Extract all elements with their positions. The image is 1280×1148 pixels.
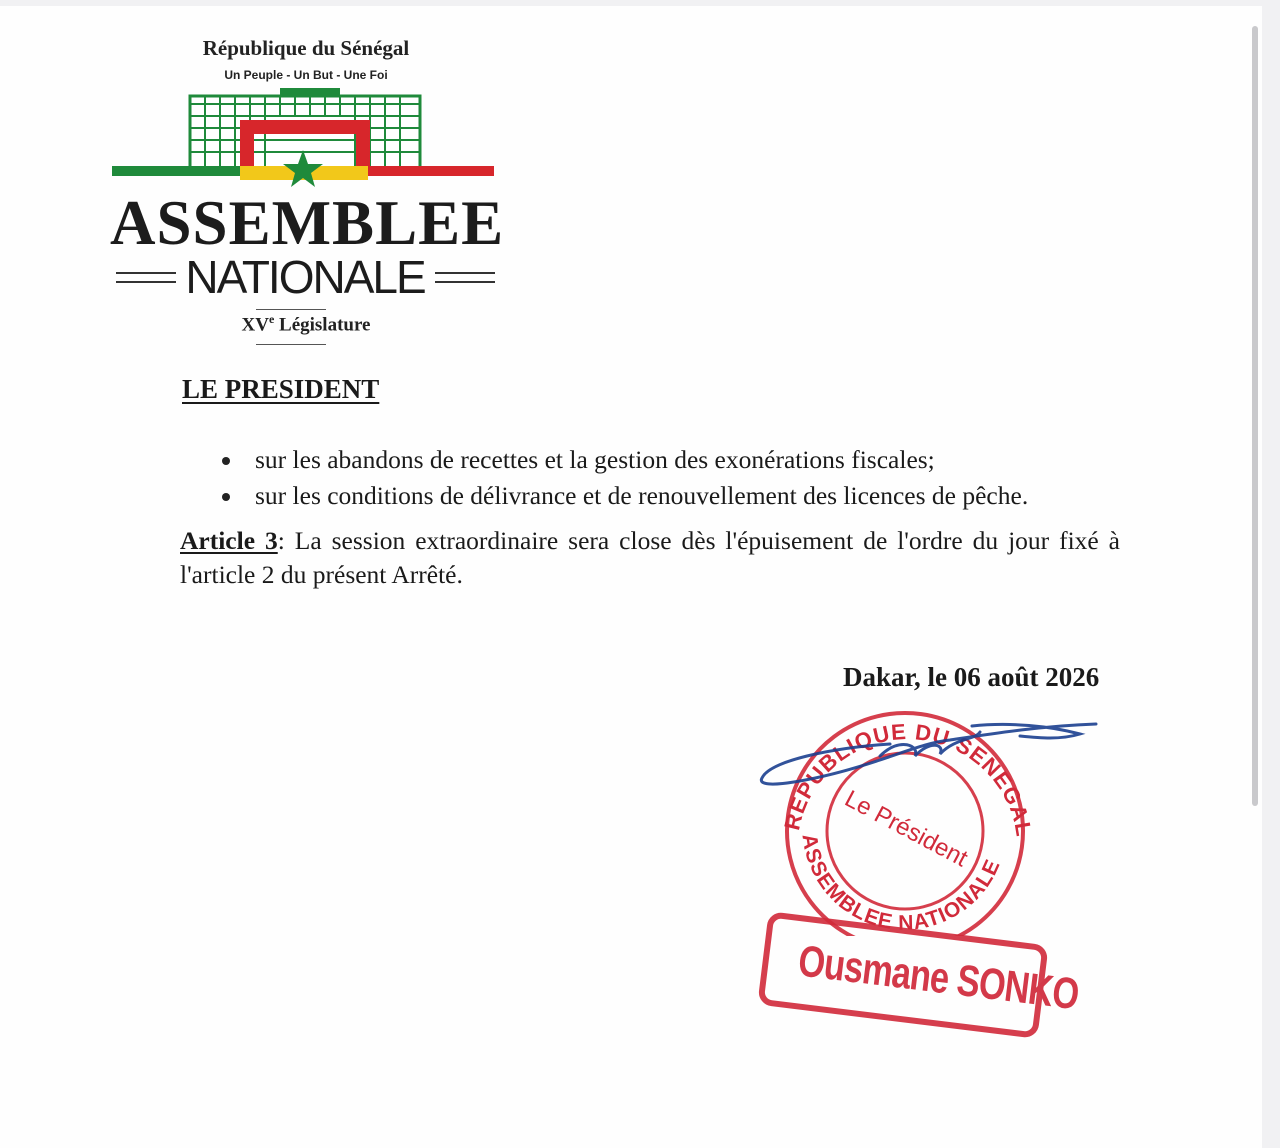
institution-name-line2-row bbox=[110, 252, 502, 304]
document-page bbox=[0, 6, 1262, 1148]
legislature-label: XVe Législature bbox=[241, 312, 371, 336]
decorative-rule bbox=[435, 272, 495, 283]
bullet-icon bbox=[222, 493, 230, 501]
official-seal bbox=[740, 696, 1120, 936]
article-3-paragraph bbox=[180, 524, 1120, 592]
national-motto: Un Peuple - Un But - Une Foi bbox=[224, 68, 388, 82]
signatory-title: LE PRESIDENT bbox=[182, 374, 380, 404]
article-label: Article 3 bbox=[180, 526, 278, 555]
seal-ring-top-text: REPUBLIQUE DU SENEGAL bbox=[779, 718, 1037, 839]
divider bbox=[256, 344, 326, 345]
article-text: : La session extraordinaire sera close dès l'épuisement de l'ordre du jour fixé à l'article 2 du présent Arrêté. bbox=[180, 526, 1121, 589]
seal-center-text: Le Président bbox=[840, 785, 973, 873]
institution-name-line2: NATIONALE bbox=[185, 251, 425, 303]
list-item: sur les abandons de recettes et la gestion des exonérations fiscales; bbox=[212, 442, 1132, 478]
parliament-building-icon bbox=[110, 86, 502, 190]
signatory-name: Ousmane SONKO bbox=[795, 936, 1082, 1020]
republic-name: République du Sénégal bbox=[202, 36, 410, 60]
list-item: sur les conditions de délivrance et de renouvellement des licences de pêche. bbox=[212, 478, 1132, 514]
scrollbar[interactable] bbox=[1252, 26, 1258, 806]
seal-ring-bottom-text: ASSEMBLEE NATIONALE bbox=[797, 832, 1005, 935]
assemblee-nationale-logo bbox=[110, 34, 505, 354]
divider bbox=[256, 309, 326, 310]
agenda-list bbox=[212, 442, 1132, 514]
institution-name-line1: ASSEMBLEE bbox=[110, 188, 505, 258]
decorative-rule bbox=[116, 272, 176, 283]
date-line: Dakar, le 06 août 2026 bbox=[843, 662, 1100, 692]
bullet-icon bbox=[222, 457, 230, 465]
